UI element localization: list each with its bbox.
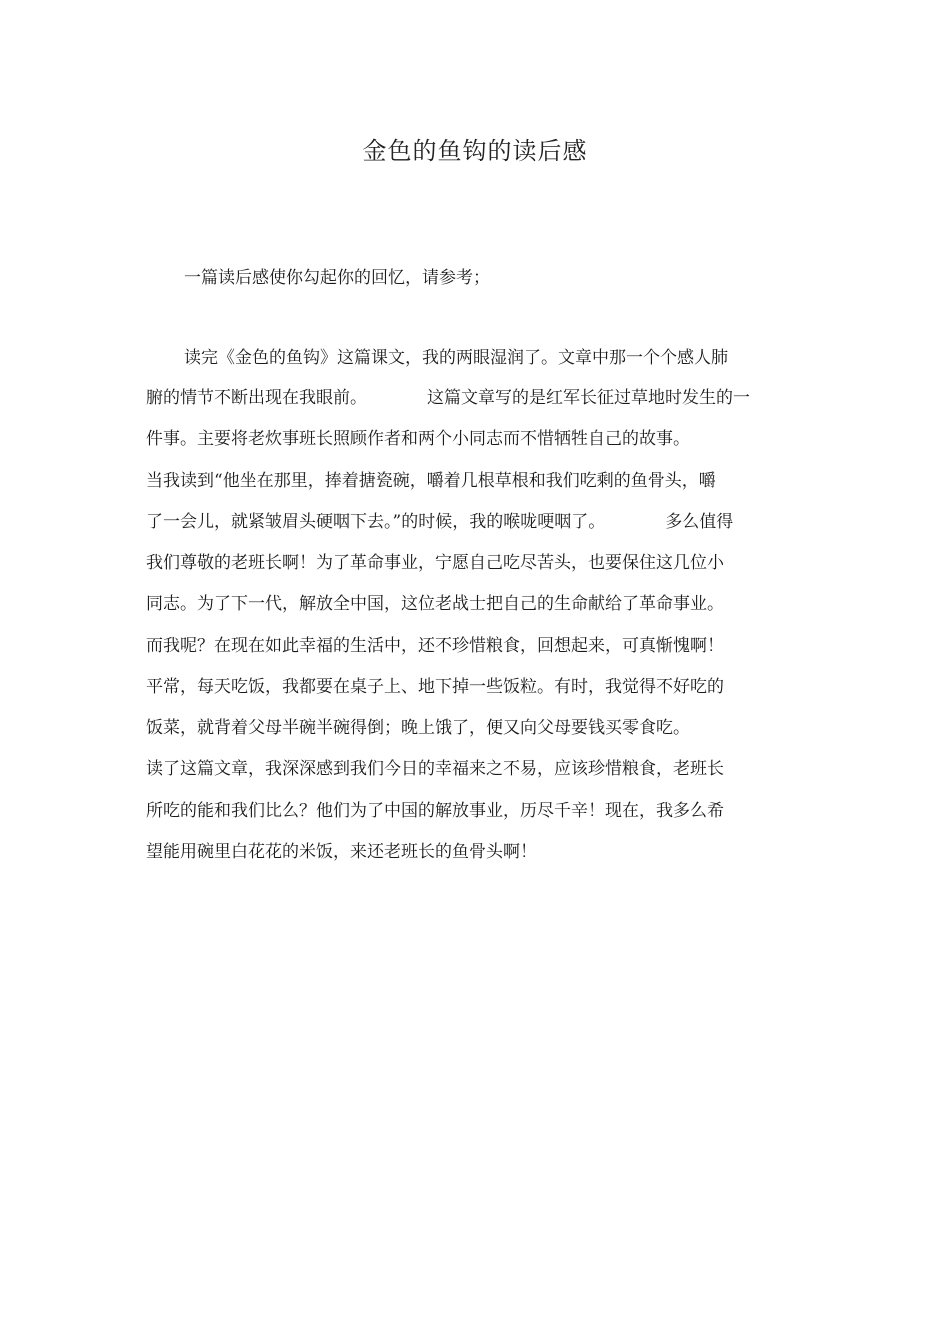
text-segment: 了一会儿，就紧皱眉头硬咽下去。”的时候，我的喉咙哽咽了。 — [146, 512, 606, 532]
body-line-11 — [146, 755, 724, 783]
body-line-5 — [146, 508, 733, 536]
text-segment: 当我读到“他坐在那里，捧着搪瓷碗，嚼着几根草根和我们吃剩的鱼骨头，嚼 — [146, 471, 716, 491]
body-line-7 — [146, 590, 724, 618]
body-line-2 — [146, 384, 750, 412]
body-line-3 — [146, 425, 690, 453]
text-segment: 望能用碗里白花花的米饭，来还老班长的鱼骨头啊！ — [146, 842, 537, 862]
text-segment: 所吃的能和我们比么？他们为了中国的解放事业，历尽千辛！现在，我多么希 — [146, 801, 724, 821]
body-line-6 — [146, 549, 724, 577]
text-segment: 平常，每天吃饭，我都要在桌子上、地下掉一些饭粒。有时，我觉得不好吃的 — [146, 677, 724, 697]
text-segment: 我们尊敬的老班长啊！为了革命事业，宁愿自己吃尽苦头，也要保住这几位小 — [146, 553, 724, 573]
body-line-10 — [146, 714, 690, 742]
body-line-9 — [146, 673, 724, 701]
text-segment: 而我呢？在现在如此幸福的生活中，还不珍惜粮食，回想起来，可真惭愧啊！ — [146, 636, 724, 656]
text-segment: 读完《金色的鱼钩》这篇课文，我的两眼湿润了。文章中那一个个感人肺 — [184, 348, 728, 368]
text-segment: 腑的情节不断出现在我眼前。 — [146, 388, 367, 408]
text-segment: 件事。主要将老炊事班长照顾作者和两个小同志而不惜牺牲自己的故事。 — [146, 429, 690, 449]
text-segment: 同志。为了下一代，解放全中国，这位老战士把自己的生命献给了革命事业。 — [146, 594, 724, 614]
text-segment: 饭菜，就背着父母半碗半碗得倒；晚上饿了，便又向父母要钱买零食吃。 — [146, 718, 690, 738]
body-line-1 — [184, 344, 728, 372]
intro-paragraph: 一篇读后感使你勾起你的回忆，请参考； — [184, 268, 490, 288]
body-line-8 — [146, 632, 724, 660]
text-segment: 读了这篇文章，我深深感到我们今日的幸福来之不易，应该珍惜粮食，老班长 — [146, 759, 724, 779]
body-line-4 — [146, 467, 716, 495]
text-segment: 多么值得 — [665, 512, 734, 532]
text-segment: 这篇文章写的是红军长征过草地时发生的一 — [427, 388, 750, 408]
document-title: 金色的鱼钩的读后感 — [362, 137, 588, 165]
body-line-12 — [146, 797, 724, 825]
body-line-13 — [146, 838, 537, 866]
